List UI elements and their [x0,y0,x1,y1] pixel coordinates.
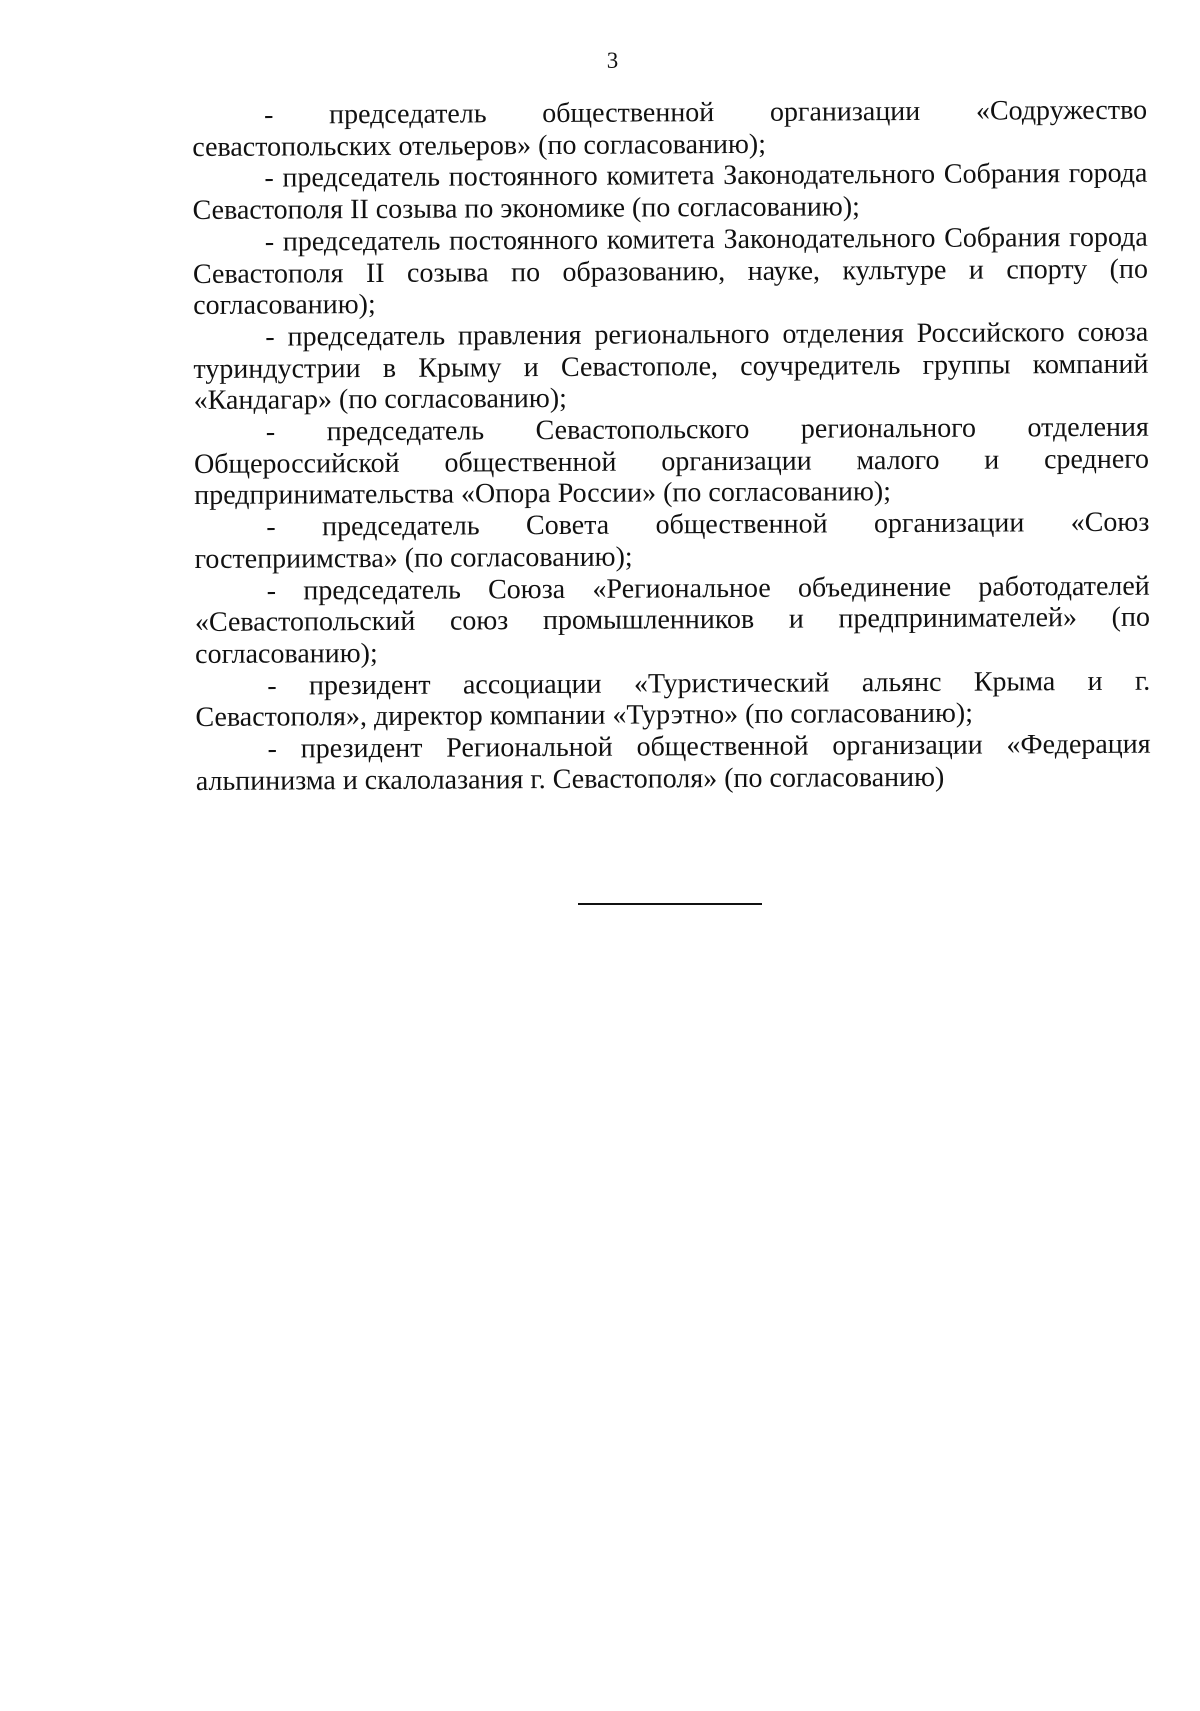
list-item: - председатель общественной организации «Содружество севастопольских отельеров» (по согласованию); [192,94,1148,163]
end-separator-line [578,903,762,905]
list-item: - председатель Севастопольского регионального отделения Общероссийской общественной организации малого и среднего предпринимательства «Опора России» (по согласованию); [193,411,1150,512]
page-number: 3 [606,48,619,73]
list-item: - президент ассоциации «Туристический альянс Крыма и г. Севастополя», директор компании «Турэтно» (по согласованию); [195,665,1151,734]
member-list [192,95,1151,798]
list-item: - президент Региональной общественной организации «Федерация альпинизма и скалолазания г. Севастополя» (по согласованию) [195,728,1151,797]
list-item: - председатель Союза «Региональное объединение работодателей «Севастопольский союз промышленников и предпринимателей» (по согласованию); [194,570,1150,670]
list-item: - председатель постоянного комитета Законодательного Собрания города Севастополя II созыва по образованию, науке, культуре и спорту (по согласованию); [192,221,1149,322]
list-item: - председатель правления регионального отделения Российского союза туриндустрии в Крыму и Севастополе, соучредитель группы компаний «Кандагар» (по согласованию); [193,316,1149,417]
list-item: - председатель постоянного комитета Законодательного Собрания города Севастополя II созыва по экономике (по согласованию); [192,158,1148,227]
list-item: - председатель Совета общественной организации «Союз гостеприимства» (по согласованию); [194,506,1150,575]
